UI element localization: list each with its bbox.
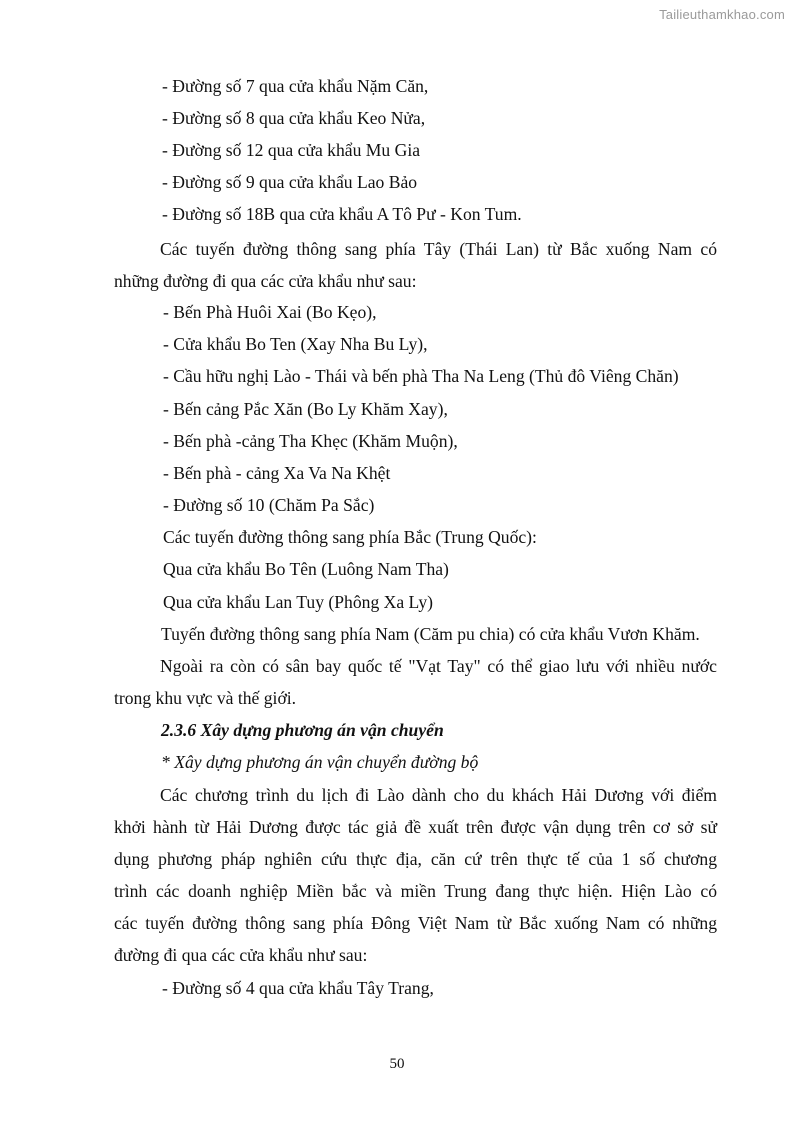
paragraph-line: các tuyến đường thông sang phía Đông Việt Nam từ Bắc xuống Nam có những (114, 913, 717, 933)
list-item: - Bến phà - cảng Xa Va Na Khệt (163, 463, 391, 483)
subsection-heading: * Xây dựng phương án vận chuyển đường bộ (161, 752, 479, 772)
list-item: - Đường số 12 qua cửa khẩu Mu Gia (162, 140, 421, 160)
list-item: Qua cửa khẩu Bo Tên (Luông Nam Tha) (163, 559, 449, 579)
list-item: - Bến phà -cảng Tha Khẹc (Khăm Muộn), (163, 431, 458, 451)
list-item: Qua cửa khẩu Lan Tuy (Phông Xa Ly) (163, 592, 433, 612)
list-item: - Đường số 7 qua cửa khẩu Nặm Căn, (162, 76, 429, 96)
list-item: - Cầu hữu nghị Lào - Thái và bến phà Tha Na Leng (Thủ đô Viêng Chăn) (163, 366, 679, 386)
paragraph-line: Ngoài ra còn có sân bay quốc tế "Vạt Tay" có thể giao lưu với nhiều nước (160, 656, 717, 676)
paragraph-line: đường đi qua các cửa khẩu như sau: (114, 945, 368, 965)
paragraph-line: những đường đi qua các cửa khẩu như sau: (114, 271, 417, 291)
paragraph-line: Các chương trình du lịch đi Lào dành cho du khách Hải Dương với điểm (160, 785, 717, 805)
list-item: - Cửa khẩu Bo Ten (Xay Nha Bu Ly), (163, 334, 428, 354)
list-item: - Đường số 10 (Chăm Pa Sắc) (163, 495, 375, 515)
watermark: Tailieuthamkhao.com (659, 7, 785, 22)
paragraph-line: khởi hành từ Hải Dương được tác giả đề xuất trên được vận dụng trên cơ sở sử (114, 817, 717, 837)
paragraph-line: Tuyến đường thông sang phía Nam (Căm pu chia) có cửa khẩu Vươn Khăm. (161, 624, 700, 644)
list-item: - Bến cảng Pắc Xăn (Bo Ly Khăm Xay), (163, 399, 448, 419)
paragraph-line: trong khu vực và thế giới. (114, 688, 297, 708)
section-heading: 2.3.6 Xây dựng phương án vận chuyển (161, 720, 444, 740)
paragraph-line: Các tuyến đường thông sang phía Bắc (Trung Quốc): (163, 527, 537, 547)
list-item: - Đường số 8 qua cửa khẩu Keo Nửa, (162, 108, 426, 128)
page-number: 50 (389, 1056, 405, 1072)
list-item: - Đường số 4 qua cửa khẩu Tây Trang, (162, 978, 434, 998)
list-item: - Đường số 9 qua cửa khẩu Lao Bảo (162, 172, 418, 192)
paragraph-line: Các tuyến đường thông sang phía Tây (Thái Lan) từ Bắc xuống Nam có (160, 239, 717, 259)
paragraph-line: dụng phương pháp nghiên cứu thực địa, căn cứ trên thực tế của 1 số chương (114, 849, 717, 869)
paragraph-line: trình các doanh nghiệp Miền bắc và miền Trung đang thực hiện. Hiện Lào có (114, 881, 717, 901)
list-item: - Đường số 18B qua cửa khẩu A Tô Pư - Kon Tum. (162, 204, 522, 224)
list-item: - Bến Phà Huôi Xai (Bo Kẹo), (163, 302, 377, 322)
